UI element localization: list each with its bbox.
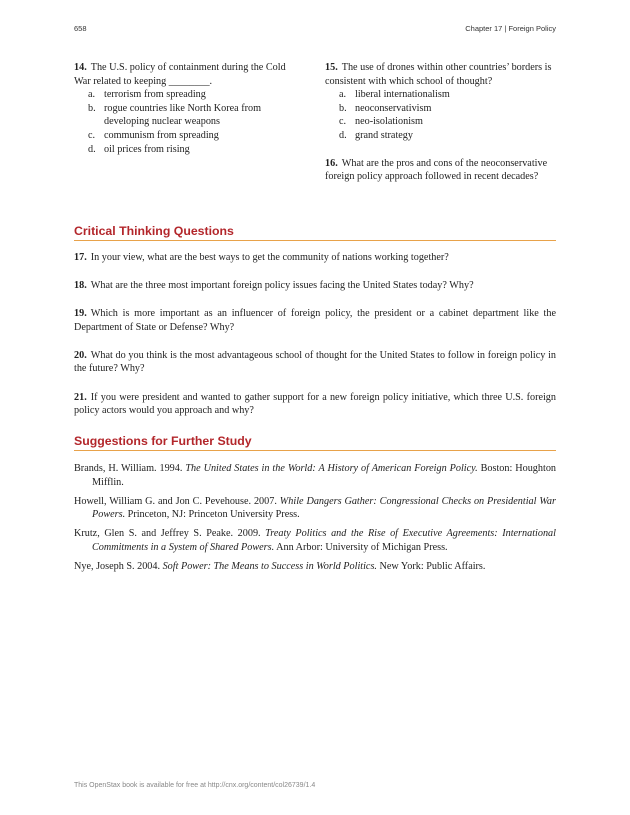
reference-publisher: Ann Arbor: University of Michigan Press. [274, 541, 448, 553]
reference-publisher: Boston: Houghton Mifflin. [92, 463, 557, 488]
option-a [325, 88, 557, 102]
question-text: Which is more important as an influencer of foreign policy, the president or a cabinet department like the Department of State or Defense? Why? [74, 308, 556, 333]
option-text: communism from spreading [104, 129, 219, 141]
option-text: rogue countries like North Korea from developing nuclear weapons [104, 102, 262, 128]
reference-title: While Dangers Gather: Congressional Checks on Presidential War Powers. [92, 495, 556, 521]
right-column [325, 61, 557, 184]
option-letter: c. [88, 129, 96, 141]
option-letter: b. [88, 102, 96, 114]
question-number: 18. [74, 280, 87, 292]
option-c [325, 115, 557, 129]
option-text: oil prices from rising [104, 143, 190, 155]
reference-item [74, 462, 556, 489]
ct-question-18 [74, 279, 556, 293]
question-16 [325, 157, 557, 184]
option-c [74, 129, 300, 143]
reference-author: Krutz, Glen S. and Jeffrey S. Peake. 2009. [74, 528, 266, 540]
option-text: terrorism from spreading [104, 89, 206, 101]
references-list [74, 462, 556, 579]
page-number: 658 [74, 24, 87, 33]
question-text: The U.S. policy of containment during the Cold War related to keeping ________. [74, 62, 286, 87]
option-a [74, 88, 300, 102]
question-text: What do you think is the most advantageous school of thought for the United States to follow in foreign policy in the future? Why? [74, 349, 556, 375]
reference-publisher: New York: Public Affairs. [376, 561, 486, 573]
reference-publisher: Princeton, NJ: Princeton University Press. [125, 509, 300, 521]
option-letter: d. [339, 129, 347, 141]
question-number: 15. [325, 62, 338, 73]
reference-title: Soft Power: The Means to Success in World Politics. [162, 561, 377, 573]
question-14 [74, 61, 300, 156]
question-number: 20. [74, 349, 87, 361]
ct-question-19 [74, 307, 556, 334]
reference-item [74, 560, 556, 574]
question-text: What are the three most important foreign policy issues facing the United States today? Why? [90, 280, 474, 292]
question-stem [325, 61, 557, 88]
option-text: neoconservativism [355, 102, 432, 114]
question-stem [74, 61, 300, 88]
option-letter: a. [88, 89, 96, 101]
option-letter: d. [88, 143, 96, 155]
ct-question-20 [74, 349, 556, 376]
critical-thinking-list [74, 251, 556, 432]
question-number: 19. [74, 308, 87, 320]
option-text: grand strategy [355, 129, 413, 141]
ct-question-17 [74, 251, 556, 265]
question-number: 14. [74, 62, 87, 73]
footer-note: This OpenStax book is available for free at http://cnx.org/content/col26739/1.4 [74, 782, 316, 789]
question-text: The use of drones within other countries’ borders is consistent with which school of thought? [325, 62, 552, 87]
option-letter: b. [339, 102, 347, 114]
option-letter: a. [339, 89, 347, 101]
question-15 [325, 61, 557, 143]
option-d [325, 129, 557, 143]
question-number: 16. [325, 157, 338, 169]
option-text: neo-isolationism [355, 116, 423, 128]
reference-author: Howell, William G. and Jon C. Pevehouse. 2007. [74, 495, 280, 507]
question-text: In your view, what are the best ways to get the community of nations working together? [90, 252, 449, 263]
option-d [74, 143, 300, 157]
option-text: liberal internationalism [355, 89, 450, 101]
reference-title: Treaty Politics and the Rise of Executive Agreements: International Commitments in a System of Shared Powers. [92, 528, 556, 553]
critical-thinking-heading: Critical Thinking Questions [74, 224, 556, 241]
chapter-header: Chapter 17 | Foreign Policy [465, 24, 556, 33]
question-text: What are the pros and cons of the neoconservative foreign policy approach followed in recent decades? [325, 157, 548, 183]
options-list [325, 88, 557, 142]
reference-author: Brands, H. William. 1994. [74, 463, 186, 474]
reference-title: The United States in the World: A History of American Foreign Policy. [185, 463, 478, 474]
ct-question-21 [74, 391, 556, 418]
options-list [74, 88, 300, 156]
reference-item [74, 527, 556, 554]
question-number: 21. [74, 391, 87, 403]
question-number: 17. [74, 252, 87, 263]
option-letter: c. [339, 116, 347, 128]
option-b [325, 102, 557, 116]
reference-author: Nye, Joseph S. 2004. [74, 561, 163, 573]
reference-item [74, 495, 556, 522]
option-b [74, 102, 300, 129]
further-study-heading: Suggestions for Further Study [74, 434, 556, 451]
question-text: If you were president and wanted to gather support for a new foreign policy initiative, which three U.S. foreign policy actors would you approach and why? [74, 391, 556, 417]
